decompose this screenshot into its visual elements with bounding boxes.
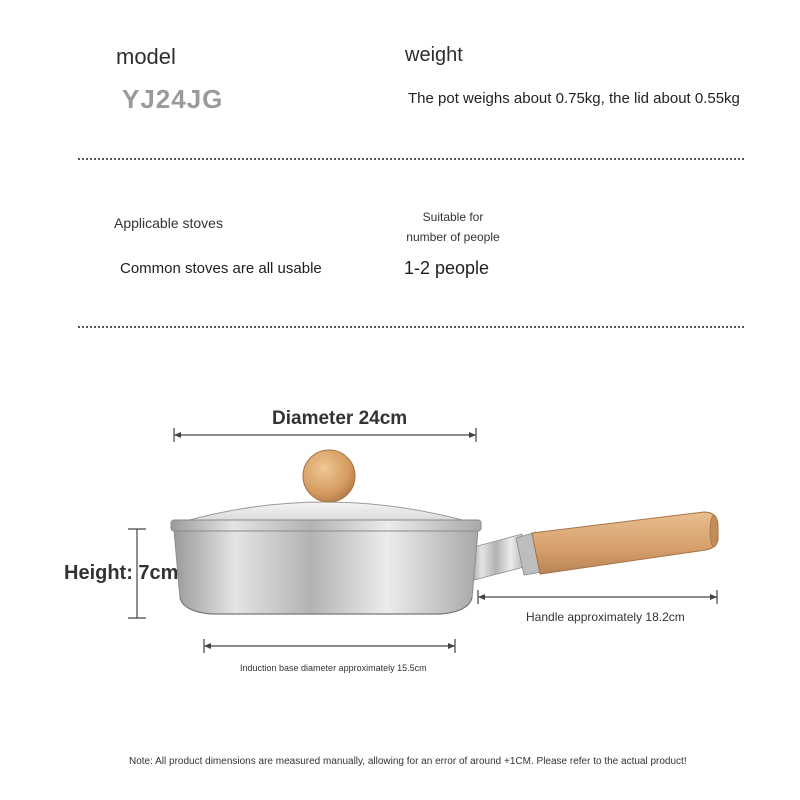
people-label: Suitable for number of people: [406, 210, 500, 244]
diameter-label: Diameter 24cm: [272, 408, 408, 429]
wooden-knob: [303, 450, 355, 502]
weight-label: weight: [405, 44, 463, 66]
stoves-value: Common stoves are all usable: [120, 260, 322, 277]
model-label: model: [116, 44, 176, 69]
handle-length-label: Handle approximately 18.2cm: [526, 610, 685, 624]
pan-body: [174, 530, 478, 614]
wooden-handle: [470, 512, 718, 580]
height-label: Height: 7cm: [64, 562, 179, 584]
stoves-label: Applicable stoves: [114, 215, 223, 231]
handle-arrow: [478, 590, 717, 604]
measurement-note: Note: All product dimensions are measured manually, allowing for an error of around +1CM. Please refer to the actual product!: [129, 756, 687, 767]
weight-value: The pot weighs about 0.75kg, the lid about 0.55kg: [408, 90, 740, 107]
model-value: YJ24JG: [122, 84, 224, 114]
base-diameter-label: Induction base diameter approximately 15.5cm: [240, 663, 427, 673]
base-arrow: [204, 639, 455, 653]
diameter-arrow: [174, 428, 476, 442]
people-value: 1-2 people: [404, 258, 490, 278]
